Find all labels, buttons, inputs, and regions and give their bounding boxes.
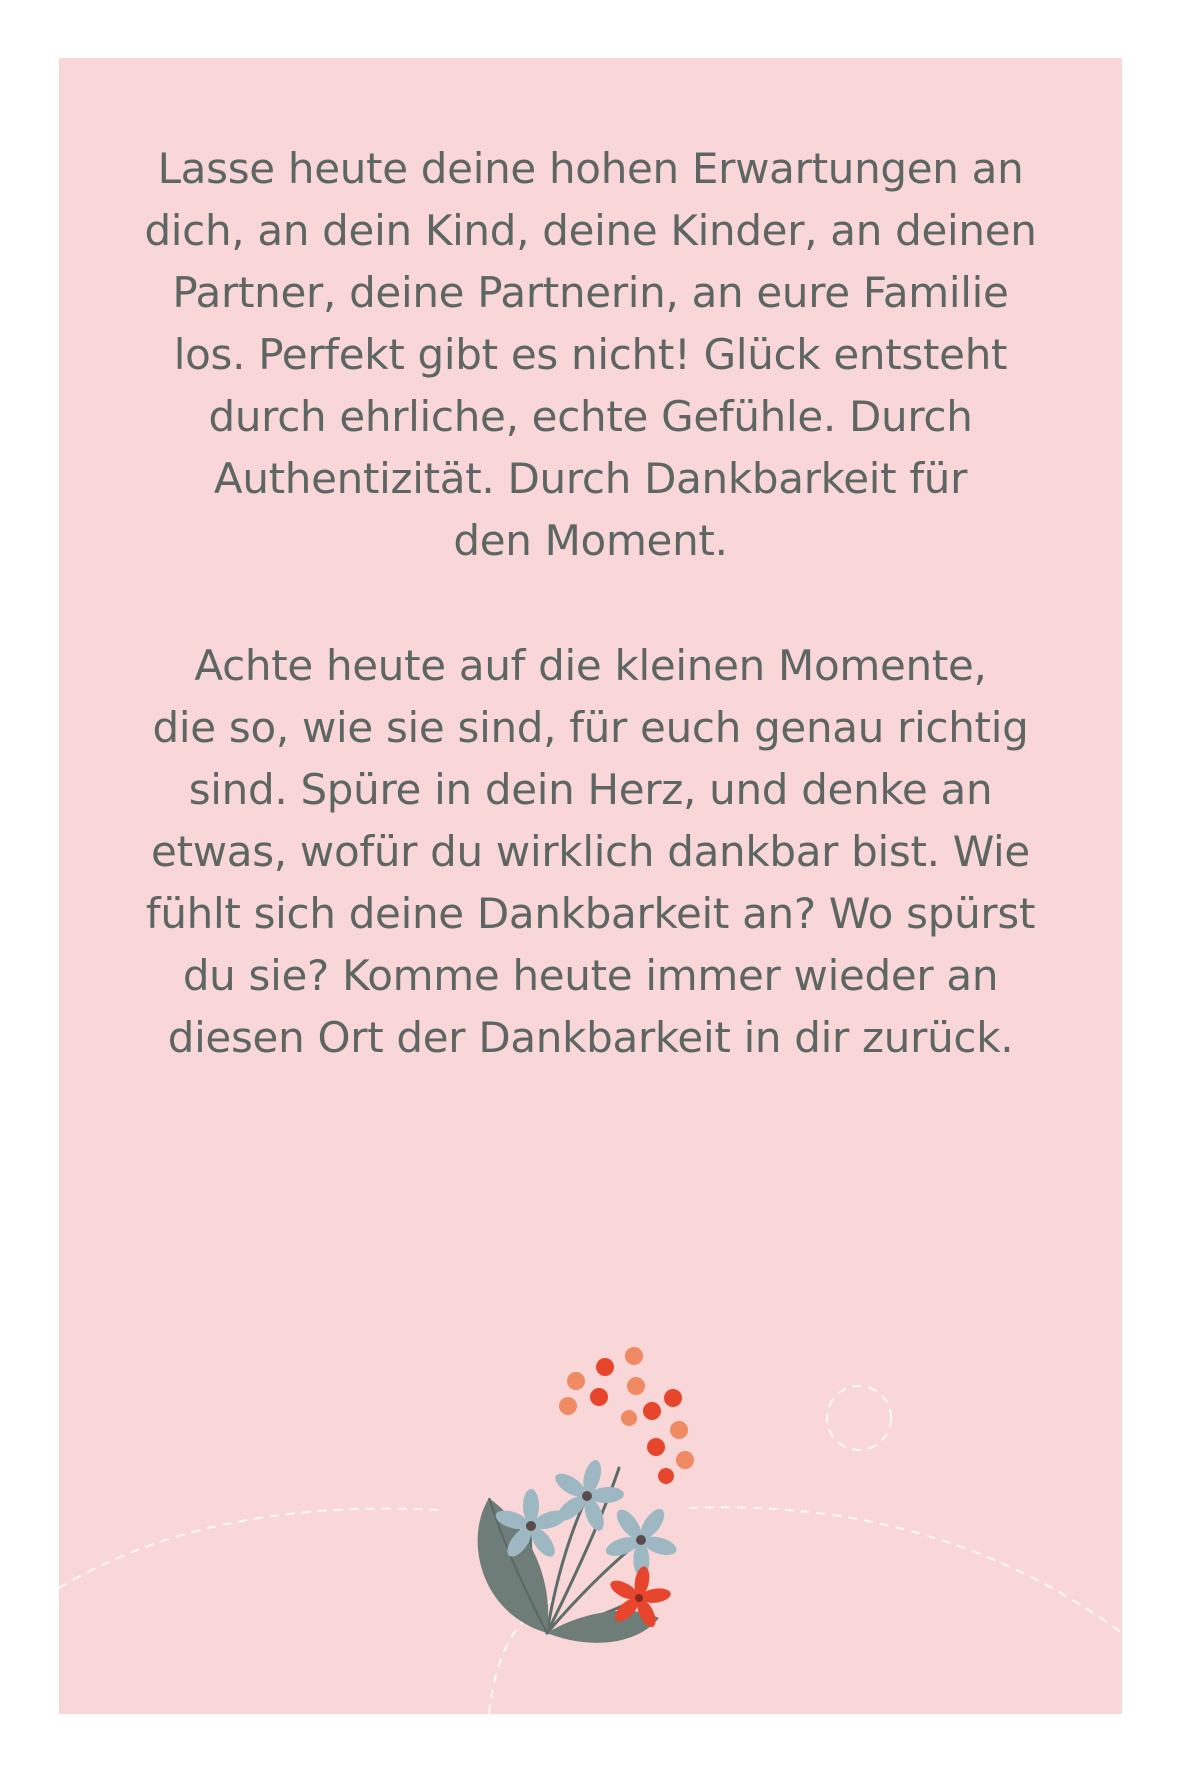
decoration-layer [59,58,1122,1714]
text-line: Authentizität. Durch Dankbarkeit für [213,454,968,503]
dashed-arc-left [59,1509,439,1588]
blue-flower [603,1505,678,1577]
text-line: dich, an dein Kind, deine Kinder, an deinen [144,206,1037,255]
text-line: diesen Ort der Dankbarkeit in dir zurück. [167,1013,1014,1062]
text-line: los. Perfekt gibt es nicht! Glück entsteht [173,330,1008,379]
text-line: Partner, deine Partnerin, an eure Familie [172,268,1009,317]
dashed-arc-right [689,1507,1122,1633]
text-line: die so, wie sie sind, für euch genau richtig [152,703,1029,752]
text-line: Achte heute auf die kleinen Momente, [194,641,987,690]
blue-flower [552,1458,625,1533]
flower-bouquet-icon [478,1347,694,1643]
text-line: Lasse heute deine hohen Erwartungen an [157,144,1024,193]
text-line: du sie? Komme heute immer wieder an [182,951,999,1000]
card [59,58,1122,1714]
text-line: den Moment. [453,516,728,565]
text-line: sind. Spüre in dein Herz, und denke an [188,765,993,814]
berries [559,1347,694,1484]
dashed-circle [827,1386,891,1450]
dashed-arcs [59,1386,1122,1714]
text-line: durch ehrliche, echte Gefühle. Durch [208,392,973,441]
text-line: etwas, wofür du wirklich dankbar bist. Wie [151,827,1030,876]
text-line: fühlt sich deine Dankbarkeit an? Wo spürst [145,889,1036,938]
